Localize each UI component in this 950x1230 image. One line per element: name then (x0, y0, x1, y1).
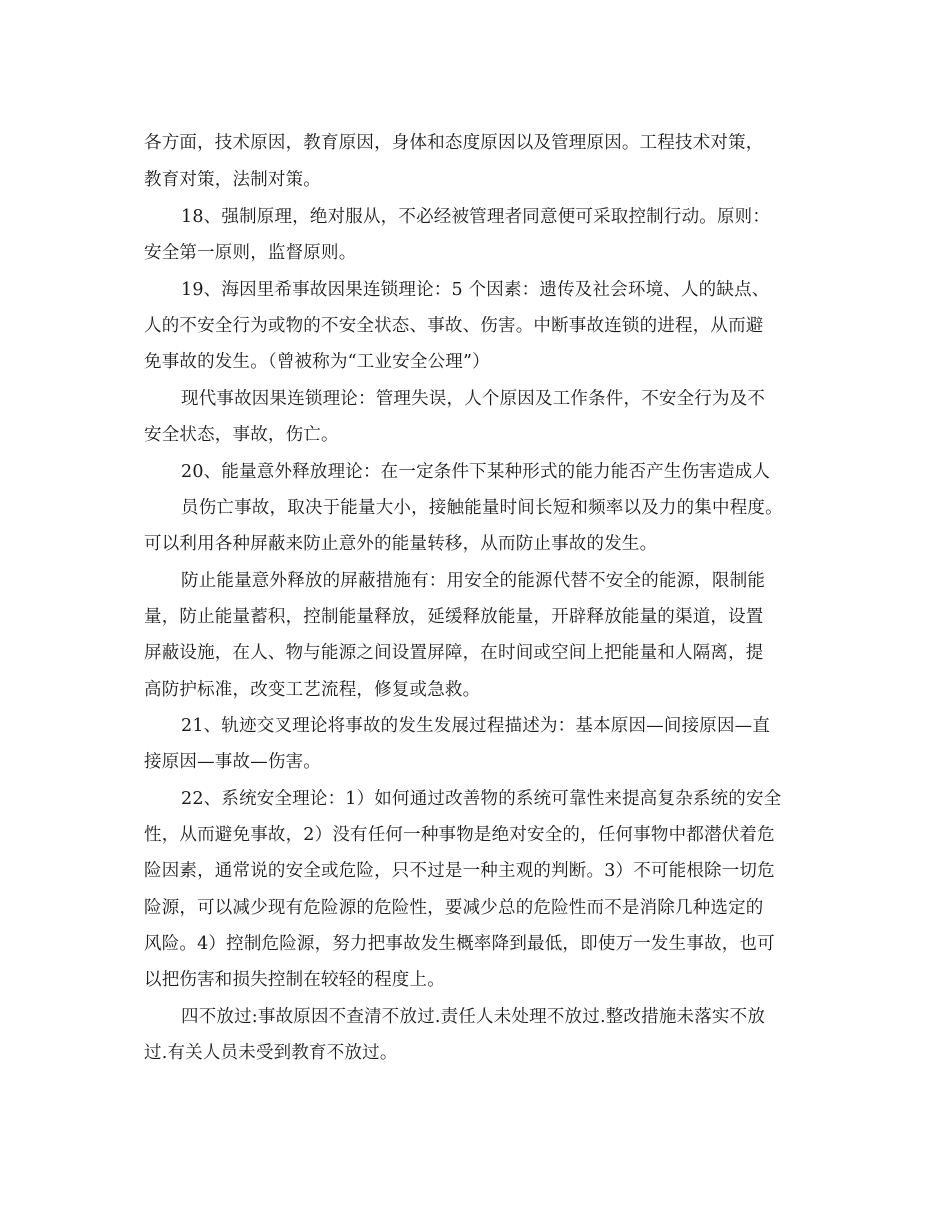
text-line: 安全第一原则，监督原则。 (144, 243, 357, 263)
text-line: 员伤亡事故，取决于能量大小，接触能量时间长短和频率以及力的集中程度。 (181, 498, 783, 518)
text-line: 20、能量意外释放理论：在一定条件下某种形式的能力能否产生伤害造成人 (181, 462, 771, 482)
text-line: 各方面，技术原因，教育原因，身体和态度原因以及管理原因。工程技术对策， (144, 133, 764, 153)
text-line: 高防护标准，改变工艺流程，修复或急救。 (144, 680, 481, 700)
text-line: 防止能量意外释放的屏蔽措施有：用安全的能源代替不安全的能源，限制能 (181, 571, 766, 591)
text-line: 过.有关人员未受到教育不放过。 (144, 1043, 398, 1063)
text-line: 险源，可以减少现有危险源的危险性，要减少总的危险性而不是消除几种选定的 (144, 898, 764, 918)
text-line: 22、系统安全理论：1）如何通过改善物的系统可靠性来提高复杂系统的安全 (181, 789, 782, 809)
text-line: 安全状态，事故，伤亡。 (144, 425, 339, 445)
text-line: 教育对策，法制对策。 (144, 170, 321, 190)
text-line: 量，防止能量蓄积，控制能量释放，延缓释放能量，开辟释放能量的渠道，设置 (144, 607, 764, 627)
text-line: 风险。4）控制危险源，努力把事故发生概率降到最低，即使万一发生事故，也可 (144, 934, 775, 954)
text-line: 现代事故因果连锁理论：管理失误，人个原因及工作条件，不安全行为及不 (181, 389, 766, 409)
text-line: 接原因—事故—伤害。 (144, 752, 321, 772)
text-line: 18、强制原理，绝对服从，不必经被管理者同意便可采取控制行动。原则： (181, 207, 771, 227)
text-line: 四不放过:事故原因不查清不放过.责任人未处理不放过.整改措施未落实不放 (181, 1007, 766, 1027)
text-line: 屏蔽设施，在人、物与能源之间设置屏障，在时间或空间上把能量和人隔离，提 (144, 643, 764, 663)
text-line: 人的不安全行为或物的不安全状态、事故、伤害。中断事故连锁的进程，从而避 (144, 316, 764, 336)
text-line: 可以利用各种屏蔽来防止意外的能量转移，从而防止事故的发生。 (144, 534, 658, 554)
text-line: 以把伤害和损失控制在较轻的程度上。 (144, 970, 445, 990)
text-line: 险因素，通常说的安全或危险，只不过是一种主观的判断。3）不可能根除一切危 (144, 861, 775, 881)
text-line: 免事故的发生。（曾被称为“工业安全公理”） (144, 352, 490, 372)
text-line: 性，从而避免事故，2）没有任何一种事物是绝对安全的，任何事物中都潜伏着危 (144, 825, 775, 845)
text-line: 19、海因里希事故因果连锁理论：5 个因素：遗传及社会环境、人的缺点、 (181, 280, 770, 300)
text-line: 21、轨迹交叉理论将事故的发生发展过程描述为：基本原因—间接原因—直 (181, 716, 771, 736)
